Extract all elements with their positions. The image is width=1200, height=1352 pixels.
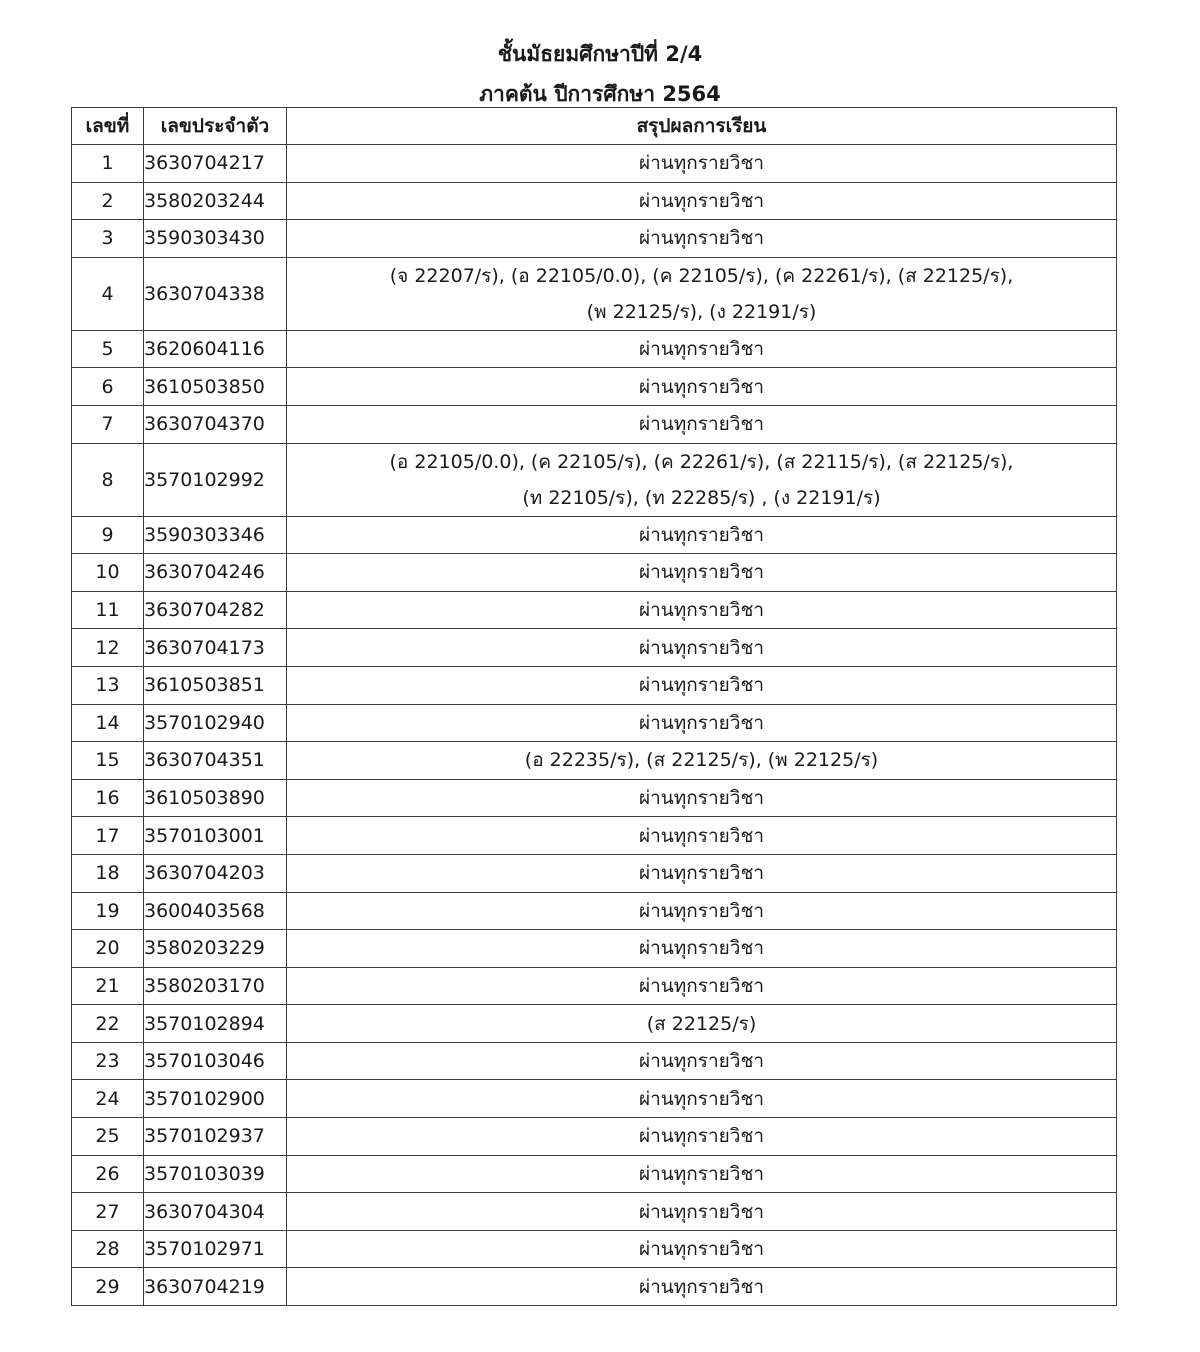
summary-line: (พ 22125/ร), (ง 22191/ร) bbox=[586, 300, 817, 323]
table-row bbox=[72, 1193, 1117, 1231]
student-id: 3610503850 bbox=[144, 368, 287, 406]
header-number: เลขที่ bbox=[72, 108, 144, 145]
summary-line: ผ่านทุกรายวิชา bbox=[638, 974, 765, 997]
result-summary bbox=[287, 257, 1117, 330]
summary-line: ผ่านทุกรายวิชา bbox=[638, 227, 765, 250]
table-row bbox=[72, 1042, 1117, 1080]
summary-line: ผ่านทุกรายวิชา bbox=[638, 824, 765, 847]
student-id: 3630704338 bbox=[144, 257, 287, 330]
result-summary bbox=[287, 1118, 1117, 1156]
row-number: 15 bbox=[72, 742, 144, 780]
student-id: 3630704351 bbox=[144, 742, 287, 780]
student-id: 3610503890 bbox=[144, 779, 287, 817]
summary-line: (จ 22207/ร), (อ 22105/0.0), (ค 22105/ร), (ค 22261/ร), (ส 22125/ร), bbox=[389, 264, 1014, 287]
result-summary bbox=[287, 368, 1117, 406]
result-summary bbox=[287, 405, 1117, 443]
student-id: 3630704246 bbox=[144, 554, 287, 592]
result-summary bbox=[287, 443, 1117, 516]
result-summary bbox=[287, 554, 1117, 592]
summary-line: ผ่านทุกรายวิชา bbox=[638, 636, 765, 659]
result-summary bbox=[287, 1193, 1117, 1231]
summary-line: (ท 22105/ร), (ท 22285/ร) , (ง 22191/ร) bbox=[522, 486, 881, 509]
result-summary bbox=[287, 182, 1117, 220]
document-subtitle: ภาคต้น ปีการศึกษา 2564 bbox=[479, 82, 721, 106]
summary-line: ผ่านทุกรายวิชา bbox=[638, 599, 765, 622]
table-row bbox=[72, 666, 1117, 704]
student-id: 3600403568 bbox=[144, 892, 287, 930]
summary-line: ผ่านทุกรายวิชา bbox=[638, 189, 765, 212]
summary-line: ผ่านทุกรายวิชา bbox=[638, 787, 765, 810]
table-row bbox=[72, 1118, 1117, 1156]
row-number: 7 bbox=[72, 405, 144, 443]
table-row bbox=[72, 892, 1117, 930]
result-summary bbox=[287, 1080, 1117, 1118]
summary-line: ผ่านทุกรายวิชา bbox=[638, 1238, 765, 1261]
table-header bbox=[72, 108, 1117, 145]
summary-line: (อ 22105/0.0), (ค 22105/ร), (ค 22261/ร), (ส 22115/ร), (ส 22125/ร), bbox=[389, 450, 1014, 473]
row-number: 8 bbox=[72, 443, 144, 516]
table-row bbox=[72, 220, 1117, 258]
result-summary bbox=[287, 779, 1117, 817]
summary-line: ผ่านทุกรายวิชา bbox=[638, 1087, 765, 1110]
result-summary bbox=[287, 666, 1117, 704]
student-id: 3570102937 bbox=[144, 1118, 287, 1156]
result-summary bbox=[287, 591, 1117, 629]
summary-line: ผ่านทุกรายวิชา bbox=[638, 338, 765, 361]
table-row bbox=[72, 779, 1117, 817]
summary-line: ผ่านทุกรายวิชา bbox=[638, 899, 765, 922]
result-summary bbox=[287, 516, 1117, 554]
student-id: 3570102940 bbox=[144, 704, 287, 742]
table-row bbox=[72, 443, 1117, 516]
table-row bbox=[72, 591, 1117, 629]
table-row bbox=[72, 854, 1117, 892]
student-id: 3570102971 bbox=[144, 1230, 287, 1268]
result-summary bbox=[287, 629, 1117, 667]
result-summary bbox=[287, 892, 1117, 930]
table-row bbox=[72, 930, 1117, 968]
row-number: 27 bbox=[72, 1193, 144, 1231]
results-table bbox=[71, 107, 1117, 1306]
summary-line: ผ่านทุกรายวิชา bbox=[638, 862, 765, 885]
result-summary bbox=[287, 742, 1117, 780]
student-id: 3630704219 bbox=[144, 1268, 287, 1306]
row-number: 4 bbox=[72, 257, 144, 330]
student-id: 3570102894 bbox=[144, 1005, 287, 1043]
header-row bbox=[72, 108, 1117, 145]
table-row bbox=[72, 145, 1117, 183]
table-row bbox=[72, 817, 1117, 855]
student-id: 3630704370 bbox=[144, 405, 287, 443]
student-id: 3630704217 bbox=[144, 145, 287, 183]
student-id: 3570103046 bbox=[144, 1042, 287, 1080]
student-id: 3610503851 bbox=[144, 666, 287, 704]
student-id: 3620604116 bbox=[144, 330, 287, 368]
row-number: 1 bbox=[72, 145, 144, 183]
row-number: 2 bbox=[72, 182, 144, 220]
table-row bbox=[72, 257, 1117, 330]
row-number: 19 bbox=[72, 892, 144, 930]
row-number: 9 bbox=[72, 516, 144, 554]
row-number: 12 bbox=[72, 629, 144, 667]
header-summary: สรุปผลการเรียน bbox=[287, 108, 1117, 145]
result-summary bbox=[287, 1155, 1117, 1193]
student-id: 3580203244 bbox=[144, 182, 287, 220]
table-row bbox=[72, 967, 1117, 1005]
student-id: 3630704203 bbox=[144, 854, 287, 892]
summary-line: (ส 22125/ร) bbox=[646, 1012, 757, 1035]
table-row bbox=[72, 1230, 1117, 1268]
result-summary bbox=[287, 817, 1117, 855]
summary-line: ผ่านทุกรายวิชา bbox=[638, 711, 765, 734]
summary-line: ผ่านทุกรายวิชา bbox=[638, 937, 765, 960]
result-summary bbox=[287, 220, 1117, 258]
student-id: 3570103039 bbox=[144, 1155, 287, 1193]
student-id: 3580203229 bbox=[144, 930, 287, 968]
row-number: 11 bbox=[72, 591, 144, 629]
table-row bbox=[72, 516, 1117, 554]
summary-line: ผ่านทุกรายวิชา bbox=[638, 1162, 765, 1185]
summary-line: ผ่านทุกรายวิชา bbox=[638, 413, 765, 436]
student-id: 3570102900 bbox=[144, 1080, 287, 1118]
table-row bbox=[72, 742, 1117, 780]
row-number: 17 bbox=[72, 817, 144, 855]
table-row bbox=[72, 1080, 1117, 1118]
student-id: 3570103001 bbox=[144, 817, 287, 855]
student-id: 3630704304 bbox=[144, 1193, 287, 1231]
student-id: 3630704282 bbox=[144, 591, 287, 629]
summary-line: ผ่านทุกรายวิชา bbox=[638, 523, 765, 546]
row-number: 16 bbox=[72, 779, 144, 817]
row-number: 26 bbox=[72, 1155, 144, 1193]
summary-line: ผ่านทุกรายวิชา bbox=[638, 152, 765, 175]
table-body bbox=[72, 145, 1117, 1306]
row-number: 3 bbox=[72, 220, 144, 258]
row-number: 5 bbox=[72, 330, 144, 368]
summary-line: ผ่านทุกรายวิชา bbox=[638, 1275, 765, 1298]
student-id: 3580203170 bbox=[144, 967, 287, 1005]
table-row bbox=[72, 629, 1117, 667]
row-number: 13 bbox=[72, 666, 144, 704]
row-number: 29 bbox=[72, 1268, 144, 1306]
table-row bbox=[72, 405, 1117, 443]
table-row bbox=[72, 368, 1117, 406]
summary-line: ผ่านทุกรายวิชา bbox=[638, 375, 765, 398]
row-number: 24 bbox=[72, 1080, 144, 1118]
result-summary bbox=[287, 967, 1117, 1005]
row-number: 21 bbox=[72, 967, 144, 1005]
result-summary bbox=[287, 854, 1117, 892]
row-number: 23 bbox=[72, 1042, 144, 1080]
row-number: 25 bbox=[72, 1118, 144, 1156]
row-number: 20 bbox=[72, 930, 144, 968]
student-id: 3590303430 bbox=[144, 220, 287, 258]
row-number: 22 bbox=[72, 1005, 144, 1043]
table-row bbox=[72, 1005, 1117, 1043]
row-number: 14 bbox=[72, 704, 144, 742]
student-id: 3570102992 bbox=[144, 443, 287, 516]
student-id: 3590303346 bbox=[144, 516, 287, 554]
result-summary bbox=[287, 1042, 1117, 1080]
row-number: 10 bbox=[72, 554, 144, 592]
summary-line: ผ่านทุกรายวิชา bbox=[638, 674, 765, 697]
table-row bbox=[72, 554, 1117, 592]
summary-line: ผ่านทุกรายวิชา bbox=[638, 1200, 765, 1223]
summary-line: ผ่านทุกรายวิชา bbox=[638, 561, 765, 584]
table-row bbox=[72, 1268, 1117, 1306]
result-summary bbox=[287, 704, 1117, 742]
result-summary bbox=[287, 145, 1117, 183]
result-summary bbox=[287, 330, 1117, 368]
summary-line: ผ่านทุกรายวิชา bbox=[638, 1050, 765, 1073]
result-summary bbox=[287, 1268, 1117, 1306]
header-student-id: เลขประจำตัว bbox=[144, 108, 287, 145]
table-row bbox=[72, 1155, 1117, 1193]
table-row bbox=[72, 182, 1117, 220]
summary-line: (อ 22235/ร), (ส 22125/ร), (พ 22125/ร) bbox=[524, 749, 879, 772]
result-summary bbox=[287, 1230, 1117, 1268]
result-summary bbox=[287, 930, 1117, 968]
result-summary bbox=[287, 1005, 1117, 1043]
student-id: 3630704173 bbox=[144, 629, 287, 667]
row-number: 18 bbox=[72, 854, 144, 892]
table-row bbox=[72, 330, 1117, 368]
row-number: 6 bbox=[72, 368, 144, 406]
table-row bbox=[72, 704, 1117, 742]
row-number: 28 bbox=[72, 1230, 144, 1268]
document-title: ชั้นมัธยมศึกษาปีที่ 2/4 bbox=[497, 42, 703, 66]
summary-line: ผ่านทุกรายวิชา bbox=[638, 1125, 765, 1148]
